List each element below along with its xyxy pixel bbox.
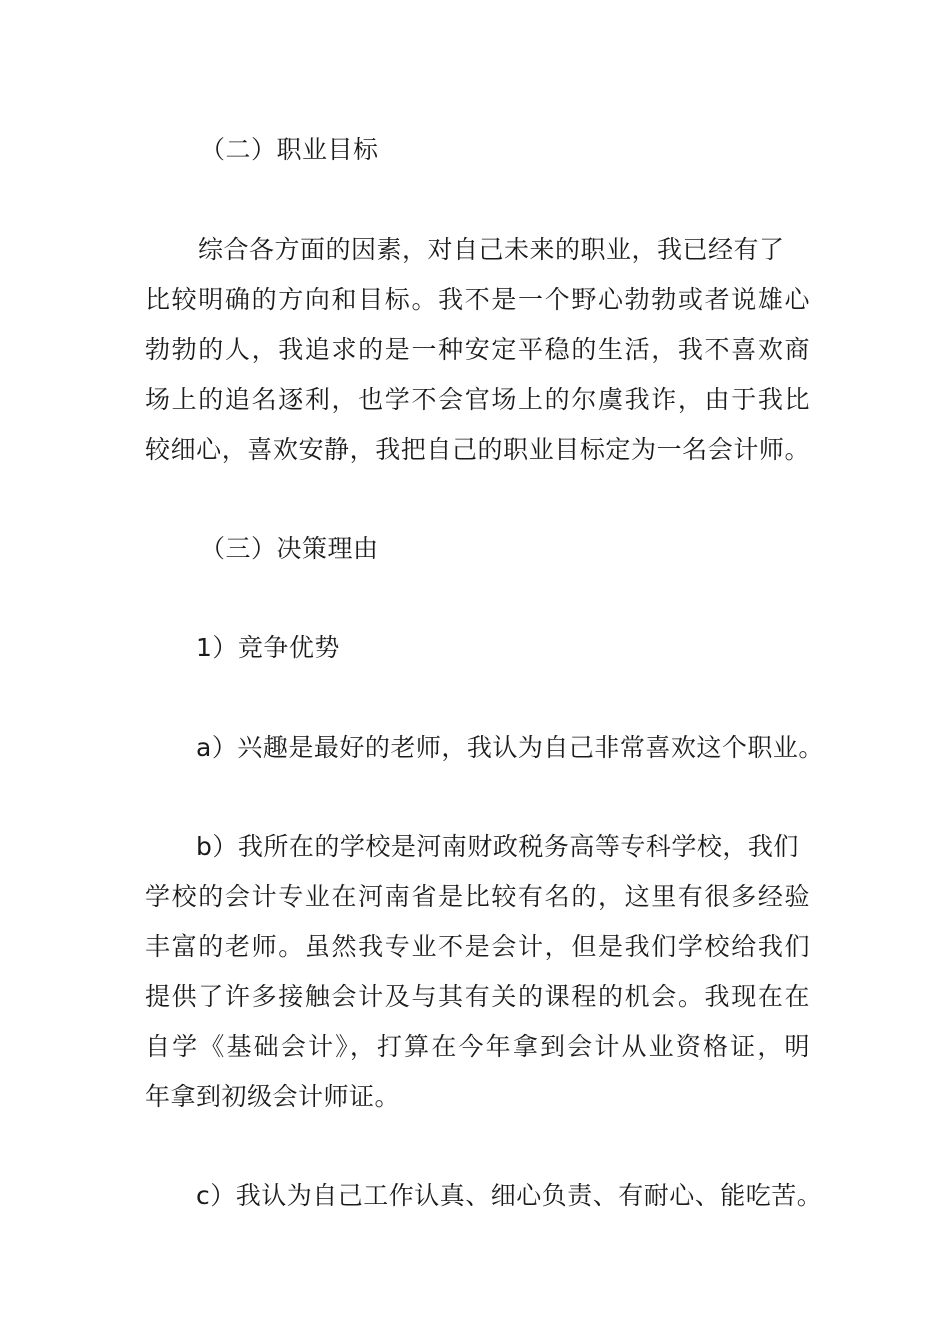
- list-item-a: a）兴趣是最好的老师，我认为自己非常喜欢这个职业。: [196, 733, 824, 762]
- section-heading-career-goal: （二）职业目标: [200, 135, 379, 164]
- list-item-b-line: 学校的会计专业在河南省是比较有名的，这里有很多经验: [145, 882, 810, 911]
- list-item-c: c）我认为自己工作认真、细心负责、有耐心、能吃苦。: [196, 1181, 823, 1210]
- paragraph-line: 场上的追名逐利，也学不会官场上的尔虞我诈，由于我比: [145, 385, 810, 414]
- subheading-competitive-advantage: 1）竞争优势: [196, 633, 340, 662]
- paragraph-line: 较细心，喜欢安静，我把自己的职业目标定为一名会计师。: [145, 435, 810, 464]
- paragraph-line: 比较明确的方向和目标。我不是一个野心勃勃或者说雄心: [145, 285, 810, 314]
- section-heading-decision-reason: （三）决策理由: [200, 534, 379, 563]
- list-item-b-line: 年拿到初级会计师证。: [145, 1082, 401, 1111]
- list-item-b-line: 丰富的老师。虽然我专业不是会计，但是我们学校给我们: [145, 932, 810, 961]
- list-item-b-line: 提供了许多接触会计及与其有关的课程的机会。我现在在: [145, 982, 810, 1011]
- list-item-b-line: 自学《基础会计》，打算在今年拿到会计从业资格证，明: [145, 1032, 810, 1061]
- paragraph-line: 勃勃的人，我追求的是一种安定平稳的生活，我不喜欢商: [145, 335, 810, 364]
- list-item-b-line: b）我所在的学校是河南财政税务高等专科学校，我们: [196, 832, 799, 861]
- paragraph-line: 综合各方面的因素，对自己未来的职业，我已经有了: [198, 235, 785, 264]
